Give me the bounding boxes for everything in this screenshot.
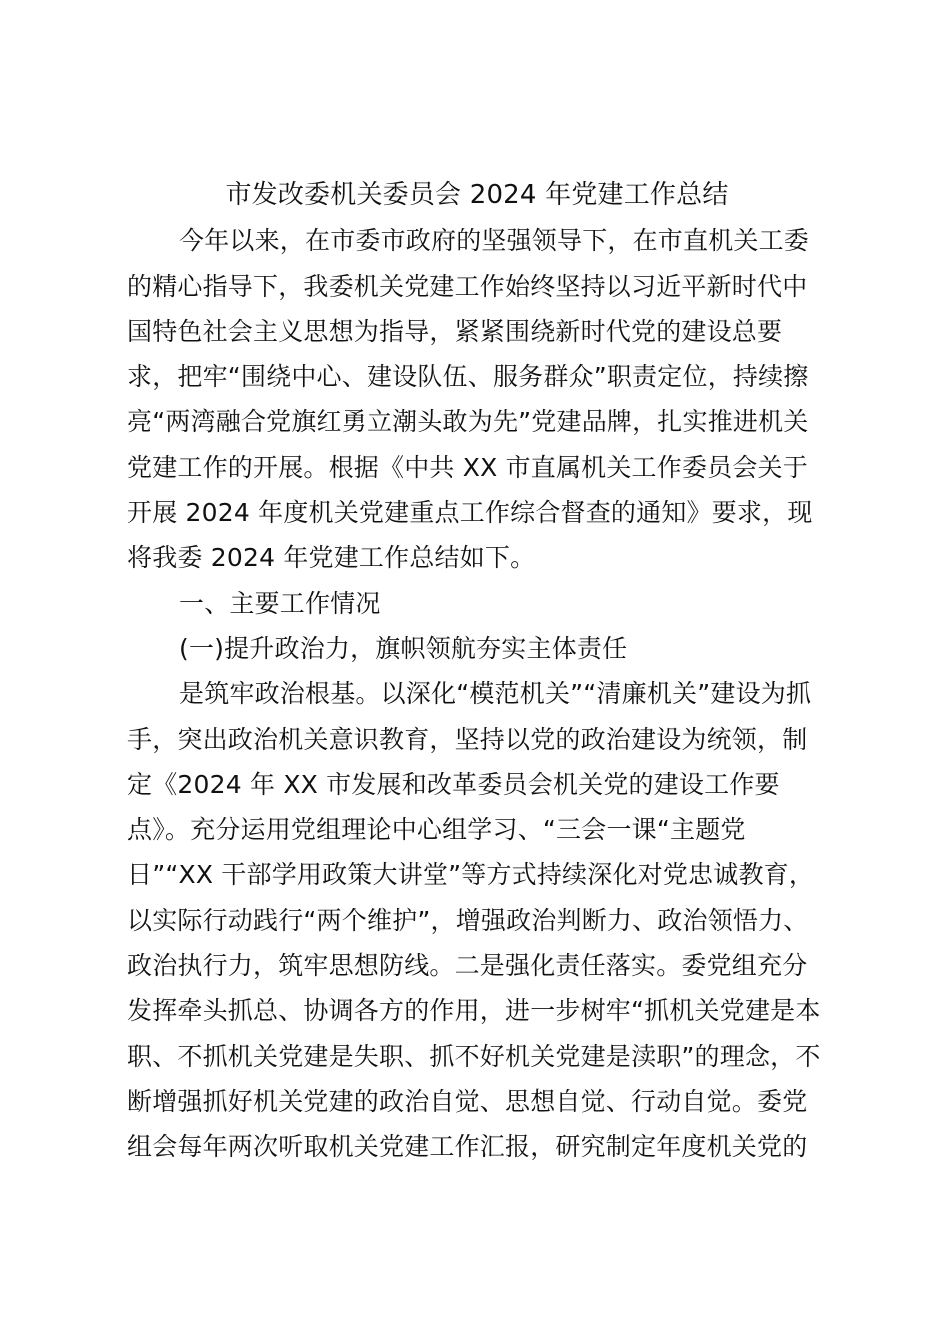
paragraph-line: 日”“XX 干部学用政策大讲堂”等方式持续深化对党忠诚教育，	[127, 860, 815, 890]
paragraph-line: 亮“两湾融合党旗红勇立潮头敢为先”党建品牌，扎实推进机关	[127, 407, 809, 437]
paragraph-line: 定《2024 年 XX 市发展和改革委员会机关党的建设工作要	[127, 769, 780, 799]
subsection-heading: (一)提升政治力，旗帜领航夯实主体责任	[179, 633, 628, 663]
paragraph-line: 求，把牢“围绕中心、建设队伍、服务群众”职责定位，持续擦	[127, 362, 809, 392]
paragraph-line: 以实际行动践行“两个维护”，增强政治判断力、政治领悟力、	[127, 905, 809, 935]
paragraph-line: 将我委 2024 年党建工作总结如下。	[127, 543, 536, 573]
paragraph-line: 点》。充分运用党组理论中心组学习、“三会一课“主题党	[127, 815, 746, 845]
paragraph-line: 今年以来，在市委市政府的坚强领导下，在市直机关工委	[179, 226, 810, 256]
paragraph-line: 开展 2024 年度机关党建重点工作综合督查的通知》要求，现	[127, 498, 813, 528]
paragraph-line: 国特色社会主义思想为指导，紧紧围绕新时代党的建设总要	[127, 316, 783, 346]
paragraph-line: 组会每年两次听取机关党建工作汇报，研究制定年度机关党的	[127, 1132, 808, 1162]
paragraph-line: 手，突出政治机关意识教育，坚持以党的政治建设为统领，制	[127, 724, 808, 754]
section-heading: 一、主要工作情况	[179, 588, 381, 618]
paragraph-line: 是筑牢政治根基。以深化“模范机关”“清廉机关”建设为抓	[179, 679, 812, 709]
paragraph-line: 党建工作的开展。根据《中共 XX 市直属机关工作委员会关于	[127, 452, 808, 482]
paragraph-line: 的精心指导下，我委机关党建工作始终坚持以习近平新时代中	[127, 271, 808, 301]
document-body	[127, 173, 827, 1170]
paragraph-line: 断增强抓好机关党建的政治自觉、思想自觉、行动自觉。委党	[127, 1086, 808, 1116]
document-title: 市发改委机关委员会 2024 年党建工作总结	[225, 180, 729, 210]
paragraph-line: 发挥牵头抓总、协调各方的作用，进一步树牢“抓机关党建是本	[127, 996, 821, 1026]
paragraph-line: 政治执行力，筑牢思想防线。二是强化责任落实。委党组充分	[127, 951, 808, 981]
paragraph-line: 职、不抓机关党建是失职、抓不好机关党建是渎职”的理念，不	[127, 1041, 821, 1071]
